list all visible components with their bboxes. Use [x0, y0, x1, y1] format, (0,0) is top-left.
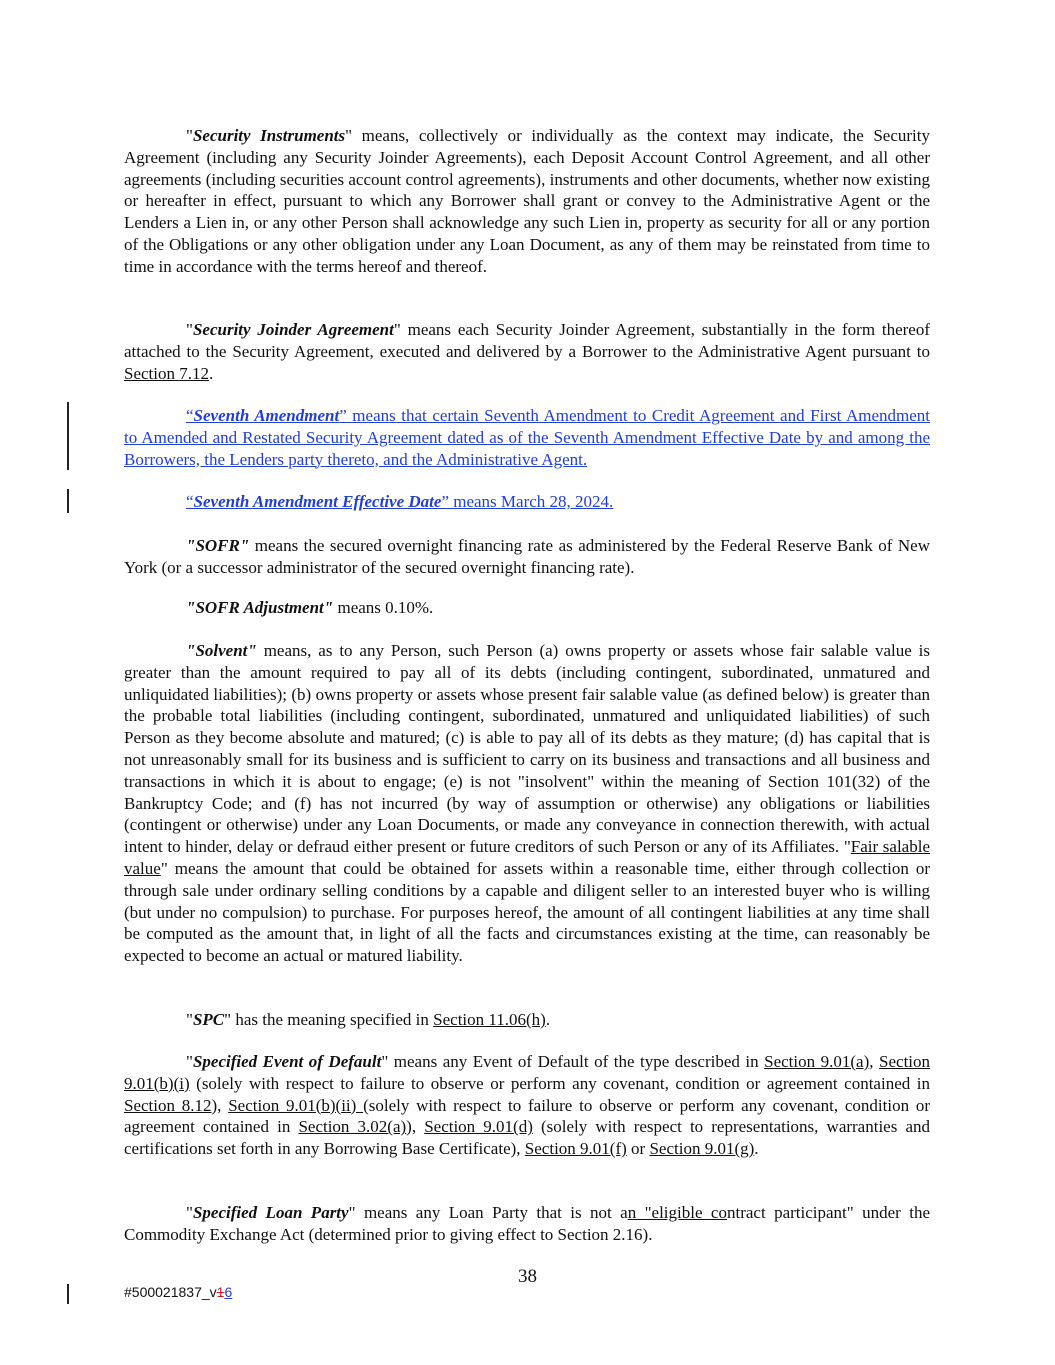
definition-body: means, as to any Person, such Person (a) owns property or assets whose fair salable value is greater than the amount required to pay all of its debts (including contingent, subordinated, unmatured and unliquidated liabilities); (b) owns property or assets whose present fair salable value (as defined below) is greater than the probable total liabilities (including contingent, subordinated, unmatured and unliquidated liabilities) of such Person as they become absolute and matured; (c) is able to pay all of its debts as they mature; (d) has capital that is not unreasonably small for its business and is sufficient to carry on its business and transactions and all business and transactions in which it is about to engage; (e) is not "insolvent" within the meaning of Section 101(32) of the Bankruptcy Code; and (f) has not incurred (by way of assumption or otherwise) any obligations or liabilities (contingent or otherwise) under any Loan Documents, or made any conveyance in connection therewith, with actual intent to hinder, delay or defraud either present or future creditors of such Person or any of its Affiliates. ": [124, 641, 930, 857]
term: Security Joinder Agreement: [192, 320, 394, 339]
definition-body: means each Security Joinder Agreement, substantially in the form thereof attached to the Security Agreement, executed and delivered by a Borrower to the Administrative Agent pursuant to: [124, 320, 930, 361]
term: Security Instruments: [192, 126, 346, 145]
term: Specified Event of Default: [192, 1052, 382, 1071]
definition-body: means 0.10%.: [333, 598, 434, 617]
definition-body: means, collectively or individually as the context may indicate, the Security Agreement (including any Security Joinder Agreements), each Deposit Account Control Agreement, and all other agreements (including securities account control agreements), instruments and other documents, whether now existing or hereafter in effect, pursuant to which any Borrower shall grant or convey to the Administrative Agent or the Lenders a Lien in, or any other Person shall acknowledge any such Lien in, property as security for all or any portion of the Obligations or any other obligation under any Loan Document, as any of them may be reinstated from time to time in accordance with the terms hereof and thereof.: [124, 126, 930, 276]
quote-close: ”: [441, 492, 449, 511]
quote-close: ": [345, 126, 353, 145]
definition-specified-event-of-default: [124, 1051, 930, 1160]
term: Seventh Amendment Effective Date: [193, 492, 442, 511]
definition-body: has the meaning specified in: [231, 1010, 434, 1029]
eligible-contract-participant-underline: n "eligible co: [627, 1203, 727, 1222]
text: (solely with respect to failure to observe or perform any covenant, condition or agreement contained in: [189, 1073, 930, 1093]
fair-salable-value-term: Fair salable value: [124, 837, 930, 878]
quote-open: ": [186, 320, 193, 339]
quote-open: ": [186, 126, 193, 145]
term: SPC: [192, 1010, 225, 1029]
section-reference-link[interactable]: Section 9.01(f): [524, 1139, 627, 1159]
term: "SOFR Adjustment": [186, 598, 334, 617]
definition-body: means that certain Seventh Amendment to Credit Agreement and First Amendment to Amended and Restated Security Agreement dated as of the Seventh Amendment Effective Date by and among the Borrowers, the Lenders party thereto, and the Administrative Agent.: [124, 406, 930, 469]
text: or: [626, 1139, 650, 1159]
term: "SOFR": [186, 536, 250, 555]
definition-security-joinder-agreement: [124, 319, 930, 384]
definition-seventh-amendment-effective-date: [124, 491, 930, 513]
inserted-version: 6: [224, 1284, 233, 1300]
definition-body-continued: " means the amount that could be obtained for assets within a reasonable time, either through collection or through sale under ordinary selling conditions by a capable and diligent seller to an interested buyer who is willing (but under no compulsion) to purchase. For purposes hereof, the amount of all contingent liabilities at any time shall be computed as the amount that, in light of all the facts and circumstances existing at the time, can reasonably be expected to become an actual or matured liability.: [124, 858, 930, 966]
text: (solely with respect to representations, warranties and certifications set forth in any Borrowing Base Certificate),: [124, 1117, 930, 1159]
section-reference-link[interactable]: Section 9.01(b)(ii): [228, 1095, 364, 1115]
quote-open: “: [186, 492, 194, 511]
text: means any Loan Party that is not a: [355, 1203, 628, 1222]
text: (solely with respect to failure to observe or perform any covenant, condition or agreement contained in: [124, 1095, 930, 1137]
change-bar-seventh-amendment-date: [67, 489, 69, 513]
section-reference-link[interactable]: Section 11.06(h): [433, 1010, 546, 1029]
period: .: [545, 1010, 551, 1029]
quote-open: ": [186, 1010, 193, 1029]
definition-solvent: [124, 640, 930, 967]
period: .: [209, 363, 214, 383]
deleted-version: 1: [216, 1284, 225, 1300]
text: ntract participant" under the Commodity Exchange Act (determined prior to giving effect to Section 2.16).: [124, 1203, 931, 1244]
section-reference-link[interactable]: Section 9.01(a): [764, 1052, 870, 1071]
section-reference-link[interactable]: Section 9.01(g): [649, 1139, 755, 1159]
footer-document-id: [124, 1284, 232, 1300]
section-reference-link[interactable]: Section 8.12: [124, 1095, 212, 1115]
definition-body: means the secured overnight financing rate as administered by the Federal Reserve Bank of New York (or a successor administrator of the secured overnight financing rate).: [124, 536, 930, 577]
quote-open: “: [186, 406, 194, 425]
text: ),: [211, 1095, 229, 1115]
definition-specified-loan-party: [124, 1202, 930, 1246]
quote-close: ": [393, 320, 401, 339]
doc-id: #500021837_v: [124, 1284, 217, 1300]
section-reference-link[interactable]: Section 9.01(b)(i): [124, 1052, 931, 1093]
definition-security-instruments: [124, 125, 930, 278]
section-reference-link[interactable]: Section 3.02(a): [298, 1117, 407, 1137]
quote-close: ": [381, 1052, 389, 1071]
term: Specified Loan Party: [192, 1203, 349, 1222]
quote-close: ": [224, 1010, 232, 1029]
page-number: 38: [518, 1266, 537, 1287]
definition-sofr-adjustment: [124, 597, 930, 619]
term: Seventh Amendment: [193, 406, 340, 425]
section-reference-link[interactable]: Section 7.12: [124, 363, 209, 383]
section-reference-link[interactable]: Section 9.01(d): [424, 1117, 533, 1137]
text: ),: [406, 1117, 425, 1137]
text: ,: [869, 1052, 880, 1071]
definition-sofr: [124, 535, 930, 579]
text: .: [754, 1139, 759, 1159]
definition-spc: [124, 1009, 930, 1031]
term: "Solvent": [186, 641, 257, 660]
quote-close: ”: [339, 406, 347, 425]
quote-close: ": [348, 1203, 356, 1222]
quote-open: ": [186, 1203, 193, 1222]
definition-seventh-amendment: [124, 405, 930, 470]
definition-body: means March 28, 2024.: [448, 492, 614, 511]
quote-open: ": [186, 1052, 193, 1071]
text: means any Event of Default of the type described in: [388, 1052, 765, 1071]
change-bar-seventh-amendment: [67, 402, 69, 470]
